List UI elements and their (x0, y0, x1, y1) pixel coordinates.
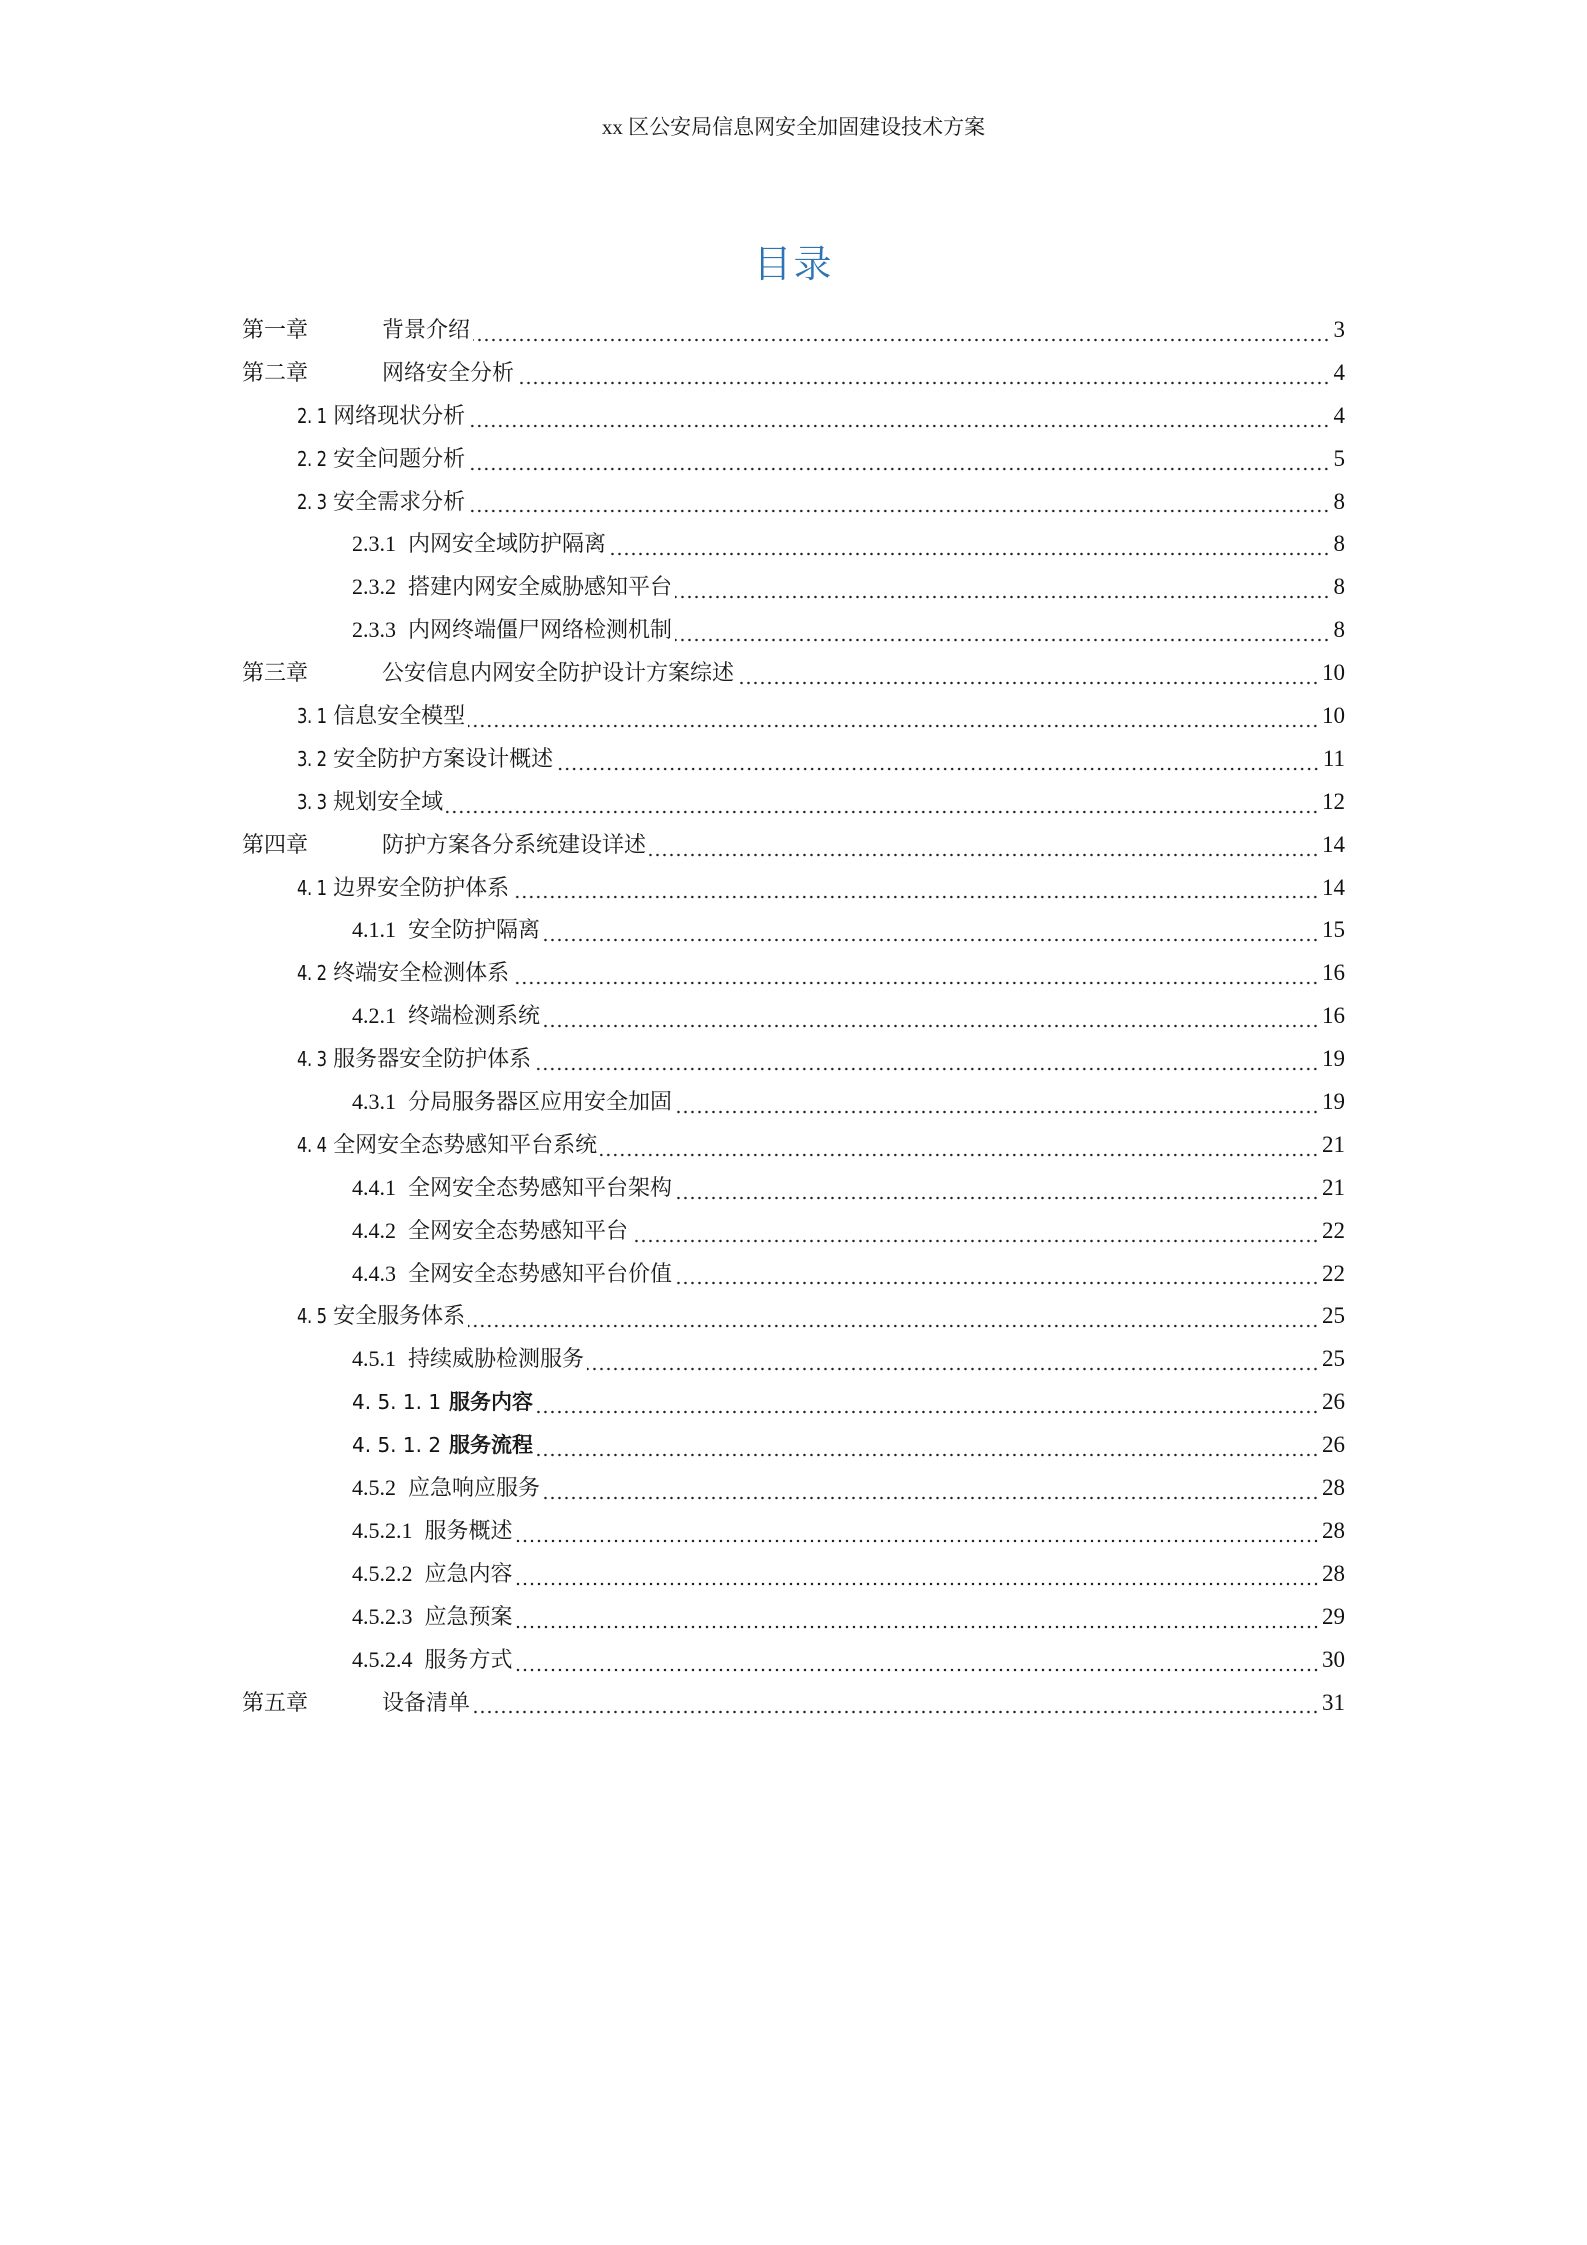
toc-entry-title: 安全防护隔离 (408, 918, 541, 944)
toc-entry-page: 5 (1333, 445, 1345, 471)
dot-leader (517, 378, 1330, 388)
toc-entry-title: 边界安全防护体系 (333, 875, 510, 901)
toc-entry-page: 8 (1333, 617, 1345, 643)
dot-leader (512, 978, 1319, 988)
toc-entry-chapter-2[interactable] (242, 356, 1345, 399)
dot-leader (468, 506, 1330, 516)
toc-entry-title: 应急内容 (424, 1561, 513, 1587)
dot-leader (468, 464, 1330, 474)
toc-entry-title: 服务内容 (449, 1390, 534, 1415)
toc-entry-number: 第二章 (242, 359, 309, 385)
toc-entry-title: 应急预案 (424, 1604, 513, 1630)
toc-entry-title: 终端检测系统 (408, 1004, 541, 1030)
toc-entry-chapter-1[interactable] (242, 313, 1345, 356)
dot-leader (543, 935, 1319, 945)
dot-leader (737, 678, 1319, 688)
toc-entry-title: 分局服务器区应用安全加固 (408, 1090, 673, 1116)
dot-leader (609, 549, 1330, 559)
toc-entry-page: 16 (1322, 960, 1345, 986)
toc-entry-page: 4 (1333, 402, 1345, 428)
toc-entry-4-1-1[interactable] (242, 913, 1345, 956)
toc-entry-title: 服务流程 (449, 1433, 534, 1458)
dot-leader (468, 1321, 1319, 1331)
toc-entry-page: 19 (1322, 1089, 1345, 1115)
toc-entry-number: 4.4.3 (352, 1260, 396, 1286)
toc-entry-page: 26 (1322, 1432, 1345, 1458)
toc-entry-4-4-3[interactable] (242, 1257, 1345, 1300)
toc-entry-3-1[interactable] (242, 699, 1345, 742)
dot-leader (536, 1450, 1319, 1460)
toc-entry-page: 28 (1322, 1517, 1345, 1543)
dot-leader (675, 1193, 1319, 1203)
toc-entry-number: 第一章 (242, 317, 309, 342)
toc-entry-page: 15 (1322, 917, 1345, 943)
toc-entry-number: 2. 1 (297, 403, 327, 428)
toc-entry-title: 防护方案各分系统建设详述 (382, 832, 647, 858)
toc-entry-number: 4. 2 (297, 961, 327, 986)
toc-entry-4-5-1[interactable] (242, 1342, 1345, 1385)
dot-leader (675, 635, 1330, 645)
toc-entry-number: 4. 3 (297, 1047, 327, 1072)
toc-entry-3-3[interactable] (242, 785, 1345, 828)
toc-entry-page: 14 (1322, 874, 1345, 900)
toc-entry-4-5-1-2[interactable] (242, 1428, 1345, 1471)
toc-entry-chapter-4[interactable] (242, 828, 1345, 871)
toc-entry-page: 31 (1322, 1689, 1345, 1715)
toc-entry-page: 30 (1322, 1646, 1345, 1672)
toc-entry-title: 安全服务体系 (333, 1304, 466, 1330)
toc-entry-number: 4. 5. 1. 1 (352, 1390, 442, 1415)
toc-entry-page: 21 (1322, 1174, 1345, 1200)
dot-leader (556, 764, 1320, 774)
dot-leader (600, 1150, 1319, 1160)
dot-leader (675, 592, 1330, 602)
toc-entry-number: 4.4.2 (352, 1217, 396, 1243)
toc-entry-4-5[interactable] (242, 1299, 1345, 1342)
toc-entry-2-3-3[interactable] (242, 613, 1345, 656)
toc-entry-4-5-2-2[interactable] (242, 1557, 1345, 1600)
dot-leader (534, 1064, 1319, 1074)
dot-leader (631, 1236, 1319, 1246)
toc-entry-4-4-1[interactable] (242, 1171, 1345, 1214)
dot-leader (649, 850, 1319, 860)
toc-entry-page: 25 (1322, 1346, 1345, 1372)
dot-leader (536, 1407, 1319, 1417)
dot-leader (543, 1021, 1319, 1031)
toc-entry-page: 25 (1322, 1303, 1345, 1329)
dot-leader (516, 1622, 1319, 1632)
toc-entry-4-3-1[interactable] (242, 1085, 1345, 1128)
toc-entry-page: 12 (1322, 788, 1345, 814)
toc-entry-title: 设备清单 (382, 1690, 471, 1716)
dot-leader (473, 1707, 1319, 1717)
toc-entry-4-5-2-1[interactable] (242, 1514, 1345, 1557)
toc-entry-page: 28 (1322, 1560, 1345, 1586)
toc-entry-page: 10 (1322, 660, 1345, 686)
toc-entry-2-2[interactable] (242, 442, 1345, 485)
dot-leader (473, 335, 1330, 345)
toc-entry-number: 4.4.1 (352, 1174, 396, 1200)
dot-leader (516, 1579, 1319, 1589)
toc-entry-title: 信息安全模型 (333, 704, 466, 730)
toc-entry-number: 3. 2 (297, 746, 327, 771)
toc-entry-number: 2.3.3 (352, 617, 396, 643)
toc-entry-number: 4. 5. 1. 2 (352, 1433, 442, 1458)
toc-entry-title: 应急响应服务 (408, 1476, 541, 1502)
toc-entry-number: 2. 2 (297, 446, 327, 471)
toc-entry-4-5-2-4[interactable] (242, 1643, 1345, 1686)
toc-entry-number: 4.1.1 (352, 917, 396, 943)
toc-entry-4-2[interactable] (242, 956, 1345, 999)
toc-entry-title: 网络现状分析 (333, 403, 466, 429)
dot-leader (587, 1364, 1319, 1374)
toc-entry-title: 公安信息内网安全防护设计方案综述 (382, 661, 735, 687)
dot-leader (675, 1278, 1319, 1288)
toc-entry-4-5-2[interactable] (242, 1471, 1345, 1514)
toc-entry-number: 4.2.1 (352, 1003, 396, 1029)
toc-entry-page: 29 (1322, 1603, 1345, 1629)
dot-leader (516, 1665, 1319, 1675)
toc-entry-number: 4.5.2.1 (352, 1517, 413, 1543)
dot-leader (468, 721, 1319, 731)
toc-entry-number: 4.5.1 (352, 1346, 396, 1372)
toc-entry-title: 全网安全态势感知平台系统 (333, 1132, 598, 1158)
toc-entry-number: 4.5.2.4 (352, 1646, 413, 1672)
toc-entry-title: 全网安全态势感知平台价值 (408, 1261, 673, 1287)
toc-entry-title: 持续威胁检测服务 (408, 1347, 585, 1373)
toc-entry-page: 3 (1333, 317, 1345, 342)
dot-leader (468, 421, 1330, 431)
toc-entry-page: 8 (1333, 488, 1345, 514)
dot-leader (675, 1107, 1319, 1117)
toc-entry-number: 第四章 (242, 831, 309, 857)
toc-entry-4-3[interactable] (242, 1042, 1345, 1085)
toc-entry-title: 服务概述 (424, 1518, 513, 1544)
dot-leader (512, 892, 1319, 902)
toc-entry-number: 3. 1 (297, 704, 327, 729)
toc-entry-number: 4. 5 (297, 1304, 327, 1329)
toc-entry-page: 28 (1322, 1475, 1345, 1501)
toc-entry-title: 网络安全分析 (382, 360, 515, 386)
toc-entry-2-3-2[interactable] (242, 570, 1345, 613)
toc-entry-page: 11 (1322, 745, 1345, 771)
toc-entry-number: 第三章 (242, 660, 309, 686)
toc-entry-4-2-1[interactable] (242, 999, 1345, 1042)
toc-entry-number: 4. 4 (297, 1132, 327, 1157)
toc-entry-title: 背景介绍 (382, 318, 471, 343)
toc-entry-title: 安全防护方案设计概述 (333, 746, 554, 772)
toc-entry-title: 安全问题分析 (333, 446, 466, 472)
toc-entry-page: 19 (1322, 1046, 1345, 1072)
toc-entry-chapter-5[interactable] (242, 1686, 1345, 1729)
toc-entry-number: 4.5.2.2 (352, 1560, 413, 1586)
toc-entry-title: 内网安全域防护隔离 (408, 532, 607, 558)
toc-entry-4-4-2[interactable] (242, 1214, 1345, 1257)
toc-entry-title: 服务方式 (424, 1647, 513, 1673)
toc-entry-number: 4.5.2.3 (352, 1603, 413, 1629)
dot-leader (446, 807, 1319, 817)
dot-leader (543, 1493, 1319, 1503)
toc-entry-number: 2. 3 (297, 489, 327, 514)
dot-leader (516, 1536, 1319, 1546)
toc-entry-4-5-2-3[interactable] (242, 1600, 1345, 1643)
toc-entry-title: 全网安全态势感知平台 (408, 1218, 629, 1244)
toc-entry-page: 26 (1322, 1389, 1345, 1415)
toc-entry-3-2[interactable] (242, 742, 1345, 785)
toc-entry-number: 4. 1 (297, 875, 327, 900)
toc-entry-2-3-1[interactable] (242, 527, 1345, 570)
toc-entry-number: 4.5.2 (352, 1475, 396, 1501)
toc-entry-page: 22 (1322, 1217, 1345, 1243)
toc-entry-4-4[interactable] (242, 1128, 1345, 1171)
running-header: xx 区公安局信息网安全加固建设技术方案 (601, 115, 986, 139)
toc-entry-page: 8 (1333, 574, 1345, 600)
toc-entry-number: 4.3.1 (352, 1089, 396, 1115)
toc-entry-page: 21 (1322, 1131, 1345, 1157)
toc-entry-title: 安全需求分析 (333, 489, 466, 515)
toc-entry-4-1[interactable] (242, 871, 1345, 914)
toc-entry-number: 2.3.2 (352, 574, 396, 600)
toc-entry-page: 14 (1322, 831, 1345, 857)
toc-entry-4-5-1-1[interactable] (242, 1385, 1345, 1428)
toc-entry-page: 16 (1322, 1003, 1345, 1029)
toc-entry-number: 3. 3 (297, 789, 327, 814)
toc-title: 目录 (753, 242, 834, 286)
toc-entry-2-1[interactable] (242, 399, 1345, 442)
toc-entry-title: 内网终端僵尸网络检测机制 (408, 618, 673, 644)
table-of-contents (242, 313, 1345, 1728)
toc-entry-title: 全网安全态势感知平台架构 (408, 1175, 673, 1201)
toc-entry-page: 10 (1322, 703, 1345, 729)
toc-entry-chapter-3[interactable] (242, 656, 1345, 699)
toc-entry-number: 第五章 (242, 1689, 309, 1715)
toc-entry-title: 终端安全检测体系 (333, 961, 510, 987)
toc-entry-title: 搭建内网安全威胁感知平台 (408, 575, 673, 601)
toc-entry-page: 22 (1322, 1260, 1345, 1286)
toc-entry-page: 8 (1333, 531, 1345, 557)
toc-entry-title: 规划安全域 (333, 789, 444, 815)
toc-entry-2-3[interactable] (242, 485, 1345, 528)
toc-entry-number: 2.3.1 (352, 531, 396, 557)
toc-entry-page: 4 (1333, 359, 1345, 385)
toc-entry-title: 服务器安全防护体系 (333, 1047, 532, 1073)
